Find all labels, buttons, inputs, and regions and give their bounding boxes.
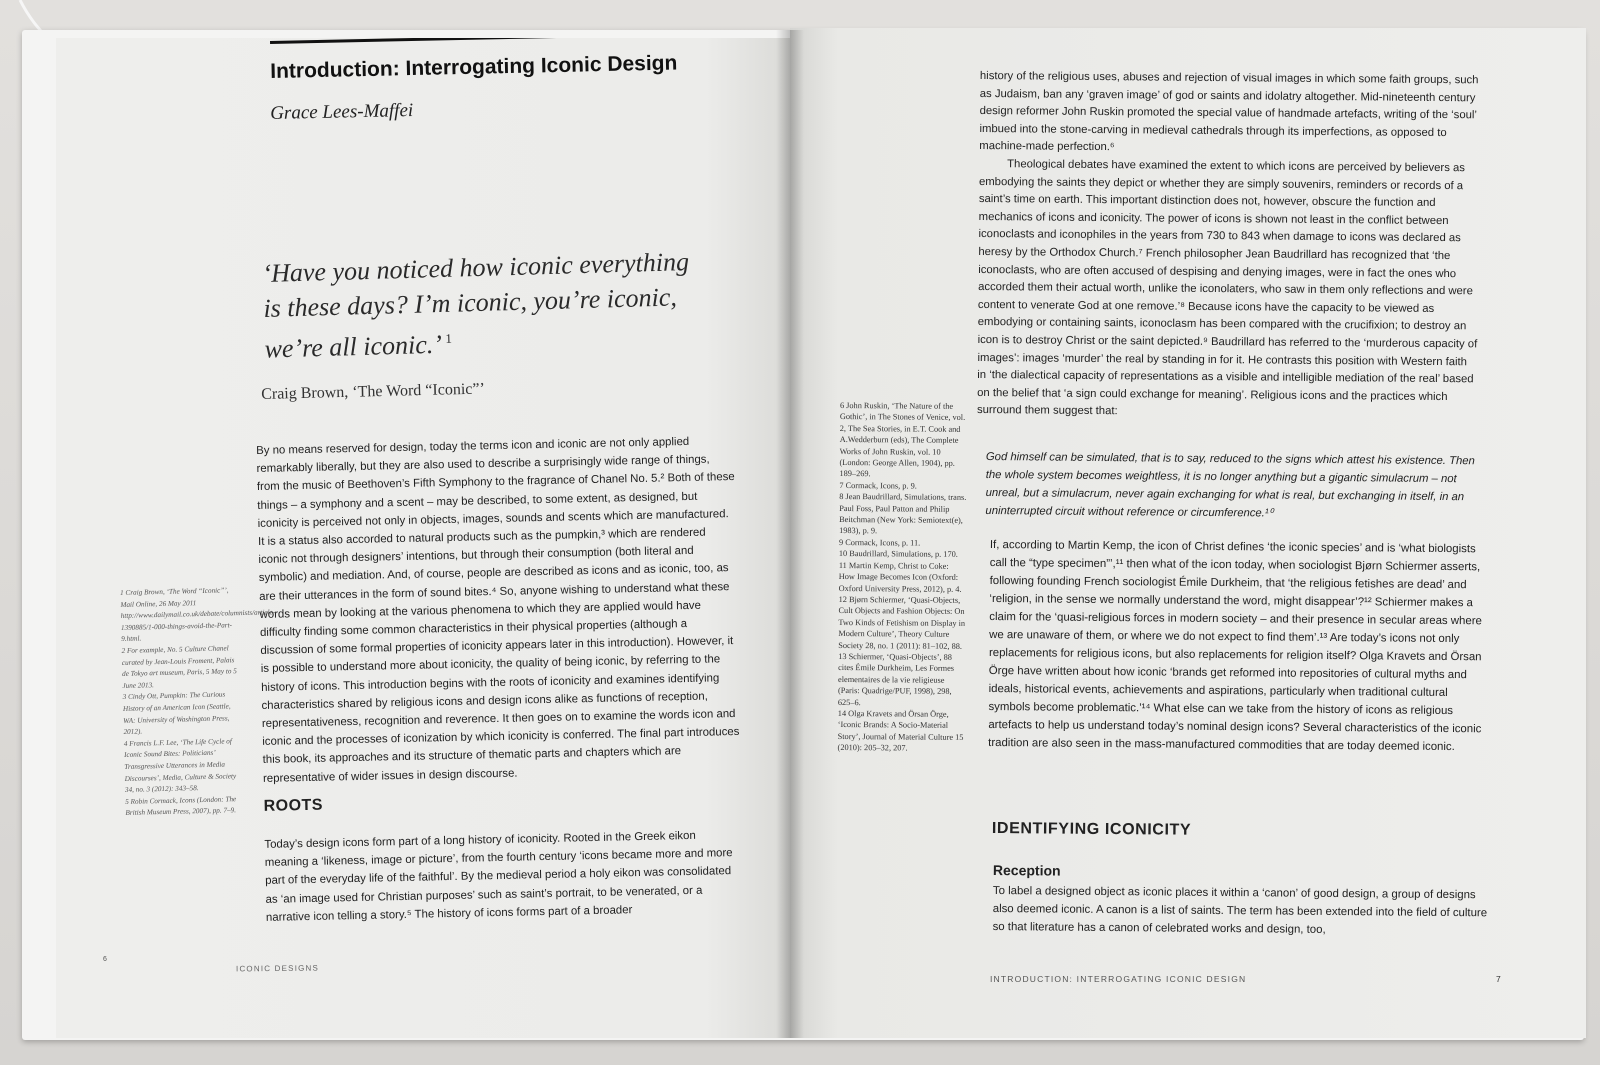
paragraph-4: To label a designed object as iconic places it within a ‘canon’ of good design, a group of designs also deemed iconic. A canon is a list of saints. The term has been extended into the field of culture so that literature has a canon of celebrated works and design, too, <box>992 884 1488 936</box>
sidenote: 3 Cindy Ott, Pumpkin: The Curious History of an American Icon (Seattle, WA: University of Washington Press, 2012). <box>122 690 231 737</box>
roots-paragraph: Today’s design icons form part of a long history of iconicity. Rooted in the Greek eikon meaning a ‘likeness, image or picture’, from the fourth century ‘icons became more and more part of the everyday life of the faithful’. By the medieval period a holy eikon was consolidated as ‘an image used for Christian purposes’ such as saint’s portrait, to be venerated, or a narrative icon telling a story.⁵ The history of icons forms part of a broader <box>264 829 733 924</box>
right-sidenotes <box>838 400 968 754</box>
sidenote: 9 Cormack, Icons, p. 11. <box>838 537 921 548</box>
sidenote: 12 Bjørn Schiermer, ‘Quasi-Objects, Cult Objects and Fashion Objects: On Two Kinds of Fetishism on Display in Modern Culture’, Theory Culture Society 28, no. 1 (2011): 81–102, 88. <box>838 594 966 651</box>
epigraph-note-ref: 1 <box>445 330 453 346</box>
block-quote: God himself can be simulated, that is to say, reduced to the signs which attest his existence. Then the whole system becomes weightless, it is no longer anything but a gigantic simulacrum – not unreal, but a simulacrum, never again exchanging for what is real, but exchanging in itself, in an uninterrupted circuit without reference or circumference.¹⁰ <box>985 450 1475 520</box>
epigraph-attribution: Craig Brown, ‘The Word “Iconic”’ <box>261 380 486 403</box>
running-head-left: ICONIC DESIGNS <box>235 963 320 974</box>
sidenote: 5 Robin Cormack, Icons (London: The British Museum Press, 2007), pp. 7–9. <box>125 794 237 818</box>
roots-section <box>263 788 744 927</box>
chapter-title: Introduction: Interrogating Iconic Design <box>270 51 678 83</box>
right-page <box>790 28 1586 1038</box>
paragraph-2: Theological debates have examined the extent to which icons are perceived by believers as embodying the saints they depict or whether they are simply souvenirs, reminders or records of a saint’s time on earth. This important distinction does not, however, obscure the function and mechanics of icons and iconicity. The power of icons is shown not least in the conflict between iconoclasts and iconophiles in the years from 730 to 843 when damage to icons was declared as heresy by the Orthodox Church.⁷ French philosopher Jean Baudrillard has recognized that ‘the iconoclasts, who are often accused of despising and denying images, were in fact the ones who accorded them their actual worth, unlike the iconolaters, who saw in them only reflections and were content to venerate God at one remove.’⁸ Because icons have the capacity to be viewed as embodying or containing saints, iconoclasm has been compared with the crucifixion; to destroy an icon is to destroy Christ or the saint depicted.⁹ Baudrillard has referred to the ‘murderous capacity of images’: images ‘murder’ the real by standing in for it. He contrasts this position with Western faith in ‘the dialectical capacity of representations as a visible and intelligible mediation of the real’ based on the belief that ‘a sign could exchange for meaning’. Religious icons and the practices which surround them suggest that: <box>976 158 1478 418</box>
right-body-text <box>977 68 1480 424</box>
epigraph-text: ‘Have you noticed how iconic everything is these days? I’m iconic, you’re iconic, we’re all iconic.’ <box>262 247 690 364</box>
section-heading-identifying-iconicity: IDENTIFYING ICONICITY <box>991 820 1192 839</box>
folio-right: 7 <box>1496 974 1501 984</box>
left-body-text <box>256 432 744 927</box>
epigraph <box>262 244 705 367</box>
folio-left: 6 <box>103 956 107 963</box>
sidenote: 7 Cormack, Icons, p. 9. <box>839 480 917 491</box>
sidenote: 14 Olga Kravets and Örsan Örge, ‘Iconic Brands: A Socio-Material Story’, Journal of Material Culture 15 (2010): 205–32, 207. <box>837 708 964 753</box>
sidenote: 13 Schiermer, ‘Quasi-Objects’, 88 cites Émile Durkheim, Les Formes elementaires de la vie religieuse (Paris: Quadrige/PUF, 1998), 298, 625–6. <box>837 651 955 707</box>
sidenote: 11 Martin Kemp, Christ to Coke: How Image Becomes Icon (Oxford: Oxford University Press, 2012), p. 4. <box>838 560 962 594</box>
section-heading-roots: ROOTS <box>263 796 324 815</box>
sidenote: 4 Francis L.F. Lee, ‘The Life Cycle of Iconic Sound Bites: Politicians’ Transgressive Utterances in Media Discourses’, Media, Culture & Society 34, no. 3 (2012): 343–58. <box>123 737 237 795</box>
sidenote: 8 Jean Baudrillard, Simulations, trans. Paul Foss, Paul Patton and Philip Beitchman (New York: Semiotext(e), 1983), p. 9. <box>839 492 967 536</box>
paragraph-1: history of the religious uses, abuses and rejection of visual images in which some faith groups, such as Judaism, ban any ‘graven image’ of god or saints and idolatry altogether. Mid-nineteenth century design reformer John Ruskin promoted the special value of handmade artefacts, writing of the ‘soul’ imbued into the stone-carving in medieval cathedrals through its imperfections, as opposed to machine-made perfection.⁶ <box>979 69 1479 154</box>
sidenote: 10 Baudrillard, Simulations, p. 170. <box>838 549 958 560</box>
sidenote: 2 For example, No. 5 Culture Chanel curated by Jean-Louis Froment, Palais de Tokyo art museum, Paris, 5 May to 5 June 2013. <box>121 644 237 690</box>
title-rule <box>270 38 730 44</box>
sidenote: 6 John Ruskin, ‘The Nature of the Gothic’, in The Stones of Venice, vol. 2, The Sea Stories, in E.T. Cook and A.Wedderburn (eds), The Complete Works of John Ruskin, vol. 10 (London: George Allen, 1904), pp. 189–269. <box>839 400 966 479</box>
book-gutter <box>776 30 804 1038</box>
left-sidenotes <box>120 585 276 820</box>
sidenote: 1 Craig Brown, ‘The Word “Iconic”’, Mail Online, 26 May 2011 http://www.dailymail.co.uk/debate/columnists/article-1390885/1-000-things-avoid-the-Part-9.html. <box>120 586 276 644</box>
chapter-author: Grace Lees-Maffei <box>270 100 414 124</box>
paragraph-3: If, according to Martin Kemp, the icon of Christ defines ‘the iconic species’ and is ‘what biologists call the “type specimen”’,¹¹ then what of the icon today, when sociologist Bjørn Schiermer asserts, following founding French sociologist Émile Durkheim, that ‘the religious fetishes are dead’ and ‘religion, in the sense we normally understand the word, might disappear’?¹² Schiermer makes a claim for the ‘quasi-religious forces in modern society – and their presence in secular areas where we are unaware of them, or where we do not expect to find them’.¹³ Are today’s icons not only replacements for religious icons, but also replacements for religion itself? Olga Kravets and Örsan Örge have written about how iconic ‘brands get reformed into repositories of cultural myths and ideals, historical events, achievements and aspirations, particularly when traditional cultural symbols become problematic.’¹⁴ What else can we take from the history of icons as religious artefacts to help us understand today’s nominal design icons? Several characteristics of the iconic tradition are also seen in the mass-manufactured commodities that are today deemed iconic. <box>988 538 1482 754</box>
subheading-reception: Reception <box>992 862 1061 879</box>
left-page <box>56 38 794 1038</box>
running-head-right: INTRODUCTION: INTERROGATING ICONIC DESIGN <box>990 974 1247 984</box>
intro-paragraph: By no means reserved for design, today the terms icon and iconic are not only applied remarkably liberally, but they are also used to describe a surprisingly wide range of things, from the music of Beethoven’s Fifth Symphony to the fragrance of Chanel No. 5.² Both of these things – a symphony and a scent – may be described, to some extent, as designed, but iconicity is perceived not only in objects, images, sounds and scents which are manufactured. It is a status also accorded to natural products such as the pumpkin,³ which are rendered iconic not through designers’ intentions, but through their consumption (both literal and symbolic) and mediation. And, of course, people are described as icons and as iconic, too, as are their utterances in the form of sound bites.⁴ So, anyone wishing to understand what these words mean by looking at the various phenomena to which they are applied would have difficulty finding some common characteristics in their physical properties (although a discussion of some formal properties of iconicity appears later in this introduction). However, it is possible to understand more about iconicity, the quality of being iconic, by referring to the history of icons. This introduction begins with the roots of iconicity and examines identifying characteristics shared by religious icons and design icons alike as functions of reception, representativeness, recognition and reverence. It then goes on to examine the words icon and iconic and the processes of iconization by which iconicity is conferred. The final part introduces this book, its approaches and its structure of thematic parts and chapters which are representative of wider issues in design discourse. <box>256 435 740 785</box>
